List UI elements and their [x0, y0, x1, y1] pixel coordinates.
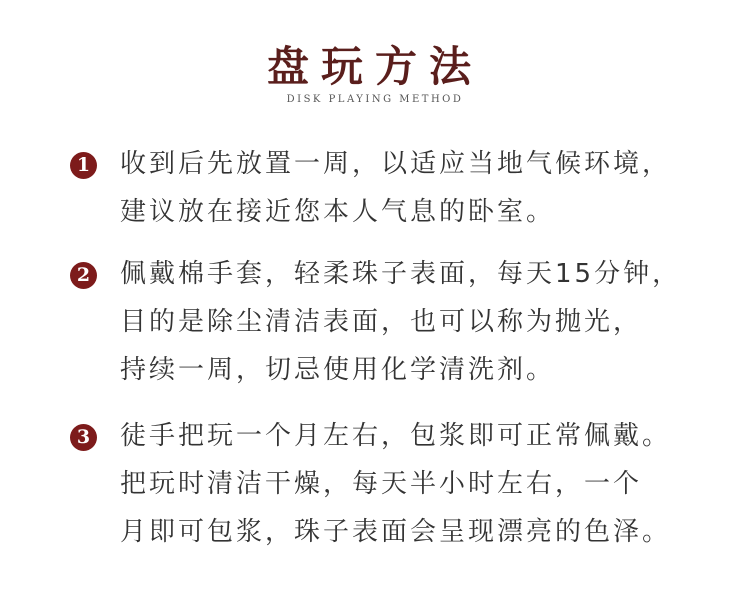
step-text-line: 目的是除尘清洁表面，也可以称为抛光， — [120, 307, 643, 337]
step-text-line: 徒手把玩一个月左右，包浆即可正常佩戴。 — [120, 421, 672, 451]
page-subtitle: DISK PLAYING METHOD — [286, 94, 464, 105]
step-text-line: 佩戴棉手套，轻柔珠子表面，每天15分钟， — [120, 259, 682, 289]
page-title: 盘玩方法 — [266, 42, 483, 91]
step-text-line: 收到后先放置一周，以适应当地气候环境， — [120, 149, 672, 179]
step-text-line: 月即可包浆，珠子表面会呈现漂亮的色泽。 — [120, 517, 672, 547]
step-text-line: 把玩时清洁干燥，每天半小时左右，一个 — [120, 469, 643, 499]
step-number-badge: 3 — [70, 424, 97, 451]
step-number-badge: 1 — [70, 152, 97, 179]
step-text-line: 持续一周，切忌使用化学清洗剂。 — [120, 355, 556, 385]
step-number-badge: 2 — [70, 262, 97, 289]
step-text-line: 建议放在接近您本人气息的卧室。 — [120, 197, 556, 227]
